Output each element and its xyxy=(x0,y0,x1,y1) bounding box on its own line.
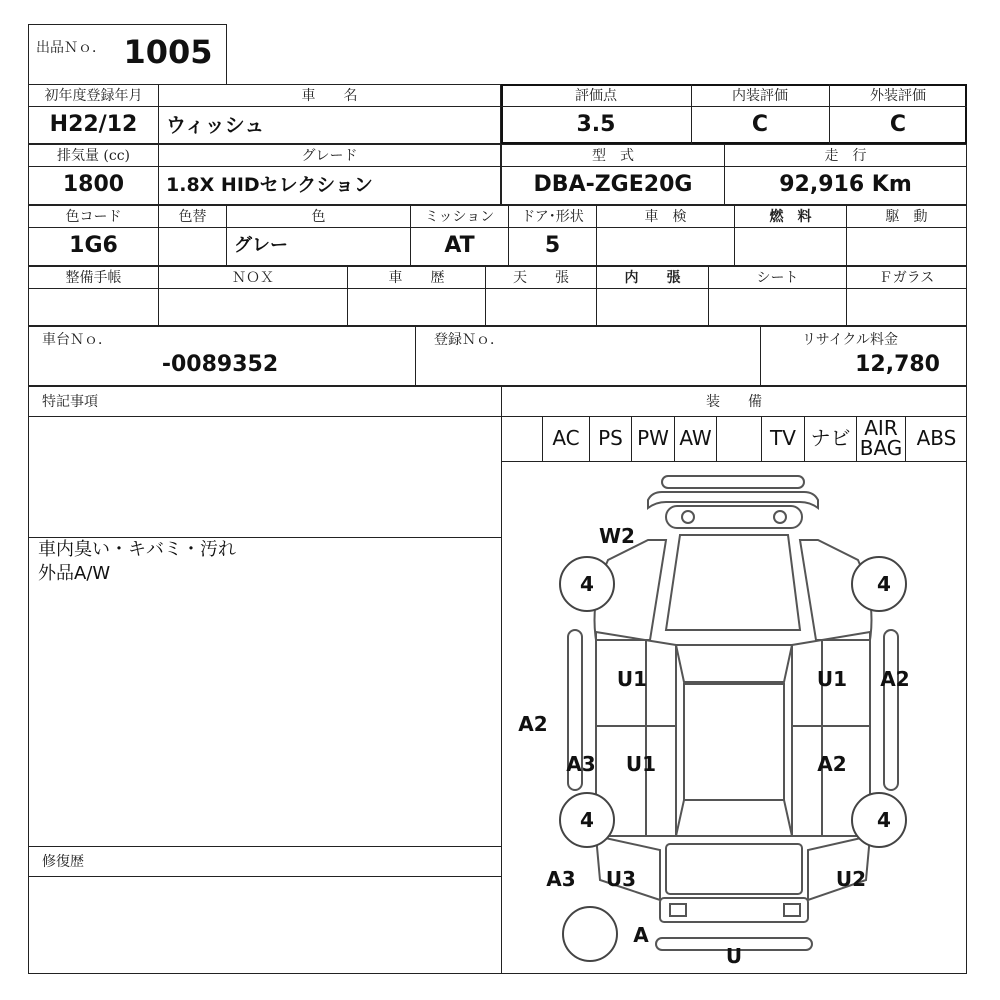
equipment-item: ナビ xyxy=(805,416,857,462)
name-value: ウィッシュ xyxy=(166,113,265,137)
inner-label: 内 張 xyxy=(624,270,681,286)
interior-value: C xyxy=(751,112,769,137)
damage-mark: U3 xyxy=(605,867,637,891)
cell xyxy=(846,288,967,326)
cell xyxy=(28,288,159,326)
damage-mark: A3 xyxy=(546,867,576,891)
repaint-label: 色替 xyxy=(178,209,207,225)
cell xyxy=(846,227,967,266)
damage-mark: 4 xyxy=(877,808,891,832)
mission-value: AT xyxy=(444,233,475,258)
cell xyxy=(158,288,348,326)
color-value: グレー xyxy=(234,235,288,256)
lot-label: 出品Ｎｏ． xyxy=(36,40,106,56)
damage-mark: A xyxy=(633,923,649,947)
displacement-value: 1800 xyxy=(62,172,125,197)
name-label: 車 名 xyxy=(301,88,358,104)
equipment-item: AW xyxy=(675,416,717,462)
glass-label: Ｆガラス xyxy=(878,270,935,286)
cell xyxy=(501,106,967,107)
color-label: 色 xyxy=(311,209,326,225)
cell xyxy=(734,227,847,266)
cell xyxy=(485,288,597,326)
lot-number: 1005 xyxy=(123,33,213,71)
reg-label: 初年度登録年月 xyxy=(44,88,143,104)
recycle-label: リサイクル料金 xyxy=(801,332,899,348)
damage-mark: U1 xyxy=(816,667,848,691)
damage-mark: W2 xyxy=(599,524,635,548)
damage-mark: A2 xyxy=(518,712,548,736)
damage-mark: 4 xyxy=(877,572,891,596)
cell xyxy=(596,288,709,326)
damage-mark: U xyxy=(725,944,743,968)
mileage-label: 走 行 xyxy=(824,148,867,164)
roof-label: 天 張 xyxy=(513,270,569,286)
model-label: 型 式 xyxy=(592,148,634,164)
chassis-label: 車台Ｎｏ． xyxy=(42,332,112,348)
grade-value: 1.8X HIDセレクション xyxy=(166,174,373,196)
equipment-item: PS xyxy=(590,416,632,462)
notes-line-2: 外品A/W xyxy=(38,563,111,584)
damage-mark: U1 xyxy=(625,752,657,776)
equipment-label: 装 備 xyxy=(706,394,762,410)
maintenance-label: 整備手帳 xyxy=(65,270,122,286)
door-value: 5 xyxy=(544,233,561,258)
equipment-item: AIR BAG xyxy=(857,416,906,462)
interior-label: 内装評価 xyxy=(732,88,788,104)
cell xyxy=(28,416,502,538)
notes-label: 特記事項 xyxy=(42,394,98,410)
recycle-value: 12,780 xyxy=(855,352,940,377)
damage-mark: 4 xyxy=(580,572,594,596)
colorcode-label: 色コード xyxy=(65,209,122,225)
reg-value: H22/12 xyxy=(49,112,138,137)
cell xyxy=(158,227,227,266)
inspection-label: 車 検 xyxy=(644,209,687,225)
equipment-item: TV xyxy=(762,416,805,462)
history-label: 車 歴 xyxy=(388,270,445,286)
nox-label: ＮＯＸ xyxy=(232,270,274,286)
displacement-label: 排気量 (cc) xyxy=(56,148,131,164)
equipment-item: ABS xyxy=(916,426,957,450)
grade-label: グレード xyxy=(301,148,358,164)
regno-label: 登録Ｎｏ． xyxy=(434,332,504,348)
cell xyxy=(596,227,735,266)
damage-mark: A2 xyxy=(880,667,910,691)
exterior-value: C xyxy=(889,112,907,137)
colorcode-value: 1G6 xyxy=(69,233,118,258)
door-label: ドア･形状 xyxy=(521,209,584,225)
damage-mark: U1 xyxy=(616,667,648,691)
equipment-item xyxy=(501,416,543,462)
score-value: 3.5 xyxy=(576,112,616,137)
cell xyxy=(347,288,486,326)
equipment-item xyxy=(717,416,762,462)
notes-line-1: 車内臭い・キバミ・汚れ xyxy=(38,539,236,560)
fuel-label: 燃 料 xyxy=(769,209,812,225)
mileage-value: 92,916 Km xyxy=(779,172,912,197)
damage-mark: 4 xyxy=(580,808,594,832)
exterior-label: 外装評価 xyxy=(870,88,926,104)
damage-mark: A2 xyxy=(817,752,847,776)
drive-label: 駆 動 xyxy=(885,209,928,225)
chassis-value: -0089352 xyxy=(161,352,279,377)
model-value: DBA-ZGE20G xyxy=(533,172,693,197)
cell xyxy=(708,288,847,326)
damage-mark: U2 xyxy=(835,867,867,891)
mission-label: ミッション xyxy=(424,209,495,225)
damage-mark: A3 xyxy=(566,752,596,776)
equipment-item: PW xyxy=(632,416,675,462)
repair-label: 修復歴 xyxy=(42,854,84,870)
car-diagram xyxy=(501,461,967,974)
seat-label: シート xyxy=(756,270,799,286)
equipment-item: AC xyxy=(543,416,590,462)
score-label: 評価点 xyxy=(575,88,617,104)
